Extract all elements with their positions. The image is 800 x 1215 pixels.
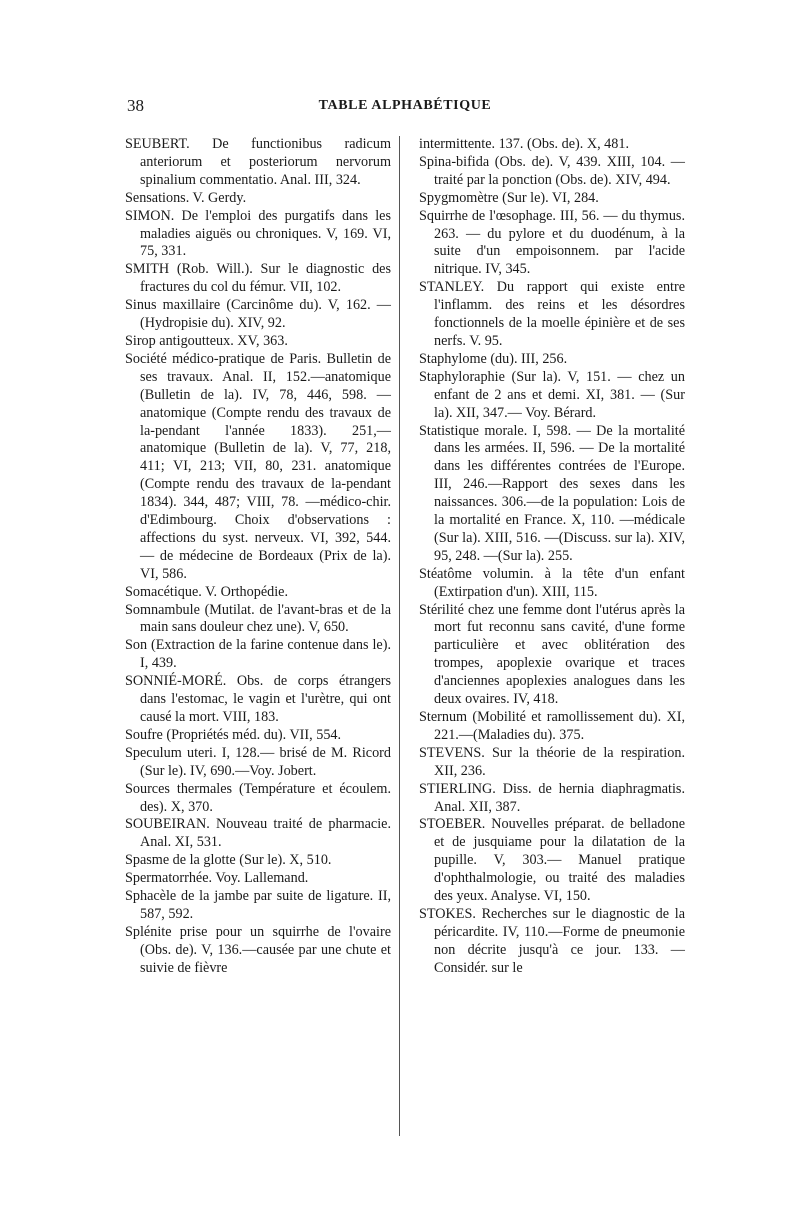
index-entry: SMITH (Rob. Will.). Sur le diagnostic des fractures du col du fémur. VII, 102. [125, 261, 391, 296]
index-entry: Société médico-pratique de Paris. Bulletin de ses travaux. Anal. II, 152.—anatomique (Bulletin de la). IV, 78, 446, 598. — anatomique (Compte rendu des travaux de la-pendant l'année 1833). 251,—anatomique (Bulletin de la). V, 77, 218, 411; VI, 213; VII, 80, 231. anatomique (Compte rendu des travaux de la-pendant 1834). 344, 487; VIII, 78. —médico-chir. d'Edimbourg. Choix d'observations : affections du syst. nerveux. VI, 392, 544. — de médecine de Bordeaux (Prix de la). VI, 586. [125, 350, 391, 582]
index-entry: SONNIÉ-MORÉ. Obs. de corps étrangers dans l'estomac, le vagin et l'urètre, qui ont causé la mort. VIII, 183. [125, 673, 391, 725]
index-entry: Squirrhe de l'œsophage. III, 56. — du thymus. 263. — du pylore et du duodénum, à la suite d'un empoisonnem. par l'acide nitrique. IV, 345. [419, 207, 685, 278]
index-entry: Somacétique. V. Orthopédie. [125, 583, 288, 600]
index-entry: intermittente. 137. (Obs. de). X, 481. [419, 136, 630, 152]
index-entry: Spermatorrhée. Voy. Lallemand. [125, 870, 309, 887]
index-columns [125, 136, 685, 978]
running-title: TABLE ALPHABÉTIQUE [318, 98, 492, 113]
index-entry: Staphyloraphie (Sur la). V, 151. — chez un enfant de 2 ans et demi. XI, 381. — (Sur la). XII, 347.— Voy. Bérard. [419, 368, 685, 421]
index-entry: Sources thermales (Température et écoulem. des). X, 370. [125, 780, 391, 815]
index-entry: Sinus maxillaire (Carcinôme du). V, 162. — (Hydropisie du). XIV, 92. [125, 297, 391, 332]
index-entry: Spina-bifida (Obs. de). V, 439. XIII, 104. — traité par la ponction (Obs. de). XIV, 494. [419, 153, 685, 188]
index-entry: Stérilité chez une femme dont l'utérus après la mort fut reconnu sans cavité, d'une forme particulière et avec oblitération des trompes, apoplexie ovarique et traces d'anciennes apoplexies analogues dans les deux ovaires. IV, 418. [419, 601, 685, 708]
document-page [125, 96, 685, 1176]
right-column [419, 136, 685, 978]
index-entry: Statistique morale. I, 598. — De la mortalité dans les armées. II, 596. — De la mortalité dans les différentes contrées de l'Europe. III, 246.—Rapport des sexes dans les naissances. 306.—de la population: Lois de la mortalité en France. X, 110. —médicale (Sur la). XIII, 516. —(Discuss. sur la). XIV, 95, 248. —(Sur la). 255. [419, 422, 685, 564]
index-entry: SOUBEIRAN. Nouveau traité de pharmacie. Anal. XI, 531. [125, 816, 391, 851]
index-entry: Splénite prise pour un squirrhe de l'ovaire (Obs. de). V, 136.—causée par une chute et suivie de fièvre [125, 923, 391, 976]
page-header [125, 96, 685, 122]
index-entry: Speculum uteri. I, 128.— brisé de M. Ricord (Sur le). IV, 690.—Voy. Jobert. [125, 744, 391, 779]
column-divider [399, 136, 401, 1136]
index-entry: STEVENS. Sur la théorie de la respiration. XII, 236. [419, 744, 685, 779]
index-entry: STANLEY. Du rapport qui existe entre l'inflamm. des reins et les désordres fonctionnels de la moelle épinière et de ses nerfs. V. 95. [419, 279, 685, 349]
index-entry: Sternum (Mobilité et ramollissement du). XI, 221.—(Maladies du). 375. [419, 709, 685, 743]
index-entry: Sirop antigoutteux. XV, 363. [125, 332, 288, 349]
index-entry: SEUBERT. De functionibus radicum anteriorum et posteriorum nervorum spinalium commentatio. Anal. III, 324. [125, 136, 391, 188]
index-entry: SIMON. De l'emploi des purgatifs dans les maladies aiguës ou chroniques. V, 169. VI, 75, 331. [125, 207, 391, 260]
index-entry: STOKES. Recherches sur le diagnostic de la péricardite. IV, 110.—Forme de pneumonie non décrite jusqu'à ce jour. 133. — Considér. sur le [419, 905, 685, 976]
index-entry: Spygmomètre (Sur le). VI, 284. [419, 189, 599, 206]
left-column [125, 136, 391, 978]
index-entry: Spasme de la glotte (Sur le). X, 510. [125, 852, 332, 869]
index-entry: Son (Extraction de la farine contenue dans le). I, 439. [125, 637, 391, 672]
index-entry: STOEBER. Nouvelles préparat. de belladone et de jusquiame pour la dilatation de la pupille. V, 303.— Manuel pratique d'ophthalmologie, ou traité des maladies des yeux. Analyse. VI, 150. [419, 816, 685, 905]
index-entry: Somnambule (Mutilat. de l'avant-bras et de la main sans douleur chez une). V, 650. [125, 601, 391, 636]
page-number: 38 [127, 96, 144, 115]
index-entry: Sensations. V. Gerdy. [125, 189, 247, 206]
index-entry: Sphacèle de la jambe par suite de ligature. II, 587, 592. [125, 888, 391, 922]
index-entry: Staphylome (du). III, 256. [419, 350, 568, 367]
index-entry: Soufre (Propriétés méd. du). VII, 554. [125, 726, 342, 743]
index-entry: Stéatôme volumin. à la tête d'un enfant (Extirpation d'un). XIII, 115. [419, 565, 685, 600]
index-entry: STIERLING. Diss. de hernia diaphragmatis. Anal. XII, 387. [419, 780, 685, 815]
